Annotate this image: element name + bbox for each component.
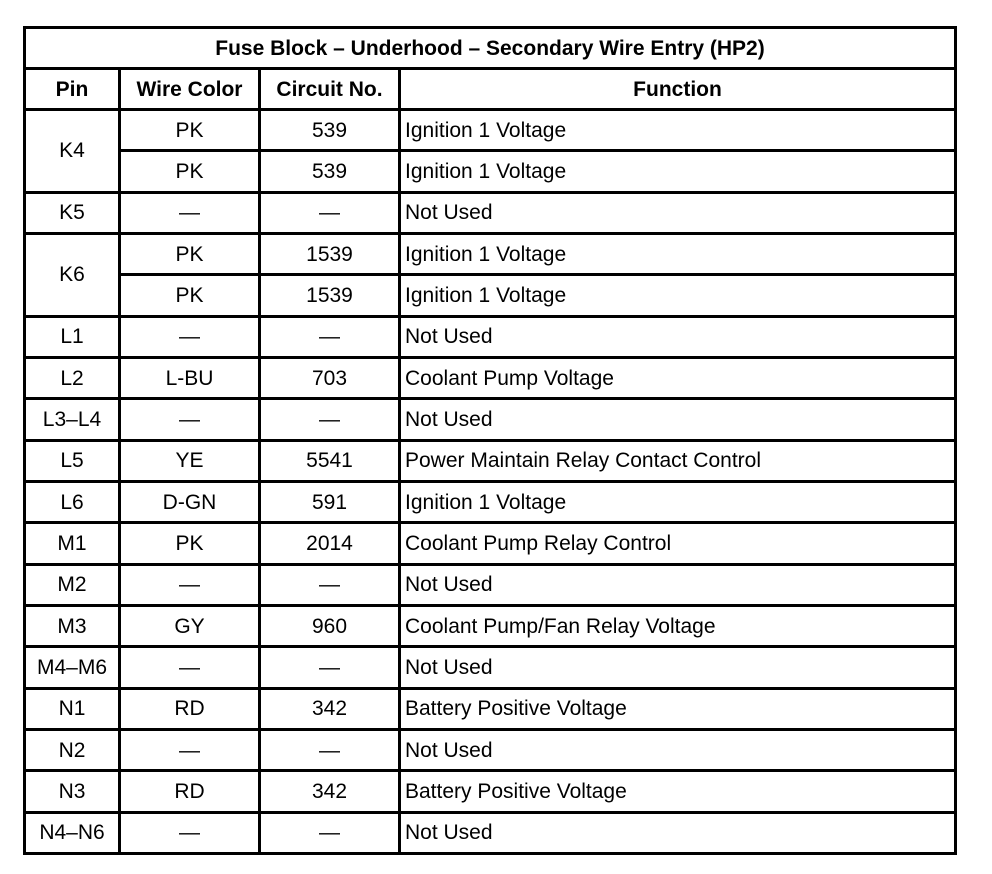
cell-wire-color: YE	[120, 440, 260, 481]
cell-circuit-no: 591	[260, 481, 400, 522]
table-row	[25, 481, 956, 522]
cell-circuit-no: —	[260, 729, 400, 770]
table-row	[25, 110, 956, 151]
cell-function: Ignition 1 Voltage	[400, 233, 956, 274]
cell-wire-color: —	[120, 316, 260, 357]
cell-function: Not Used	[400, 316, 956, 357]
fuse-block-table	[23, 26, 957, 855]
cell-wire-color: D-GN	[120, 481, 260, 522]
cell-wire-color: L-BU	[120, 357, 260, 398]
table-title-row	[25, 28, 956, 69]
cell-wire-color: RD	[120, 688, 260, 729]
cell-function: Not Used	[400, 729, 956, 770]
table-row	[25, 812, 956, 853]
cell-circuit-no: 539	[260, 110, 400, 151]
cell-pin: M3	[25, 605, 120, 646]
cell-circuit-no: —	[260, 812, 400, 853]
table-row	[25, 688, 956, 729]
cell-circuit-no: —	[260, 316, 400, 357]
cell-function: Battery Positive Voltage	[400, 688, 956, 729]
cell-wire-color: PK	[120, 233, 260, 274]
cell-wire-color: —	[120, 399, 260, 440]
cell-pin: K5	[25, 192, 120, 233]
cell-function: Not Used	[400, 647, 956, 688]
table-header-row	[25, 69, 956, 110]
header-pin: Pin	[25, 69, 120, 110]
table-row	[25, 399, 956, 440]
table-row	[25, 233, 956, 274]
cell-circuit-no: 1539	[260, 275, 400, 316]
cell-pin: L6	[25, 481, 120, 522]
cell-function: Coolant Pump Voltage	[400, 357, 956, 398]
table-row	[25, 275, 956, 316]
table-row	[25, 605, 956, 646]
cell-pin: K6	[25, 233, 120, 316]
cell-function: Not Used	[400, 399, 956, 440]
table-row	[25, 440, 956, 481]
cell-wire-color: —	[120, 192, 260, 233]
cell-function: Not Used	[400, 812, 956, 853]
cell-wire-color: —	[120, 812, 260, 853]
header-wire-color: Wire Color	[120, 69, 260, 110]
cell-pin: M4–M6	[25, 647, 120, 688]
cell-function: Power Maintain Relay Contact Control	[400, 440, 956, 481]
cell-circuit-no: 703	[260, 357, 400, 398]
cell-circuit-no: 5541	[260, 440, 400, 481]
cell-circuit-no: —	[260, 192, 400, 233]
cell-circuit-no: 960	[260, 605, 400, 646]
table-row	[25, 357, 956, 398]
cell-pin: L2	[25, 357, 120, 398]
cell-function: Coolant Pump Relay Control	[400, 523, 956, 564]
cell-pin: K4	[25, 110, 120, 193]
cell-function: Ignition 1 Voltage	[400, 275, 956, 316]
table-row	[25, 523, 956, 564]
cell-pin: L5	[25, 440, 120, 481]
cell-pin: N3	[25, 771, 120, 812]
cell-wire-color: —	[120, 564, 260, 605]
cell-wire-color: PK	[120, 275, 260, 316]
cell-function: Coolant Pump/Fan Relay Voltage	[400, 605, 956, 646]
cell-wire-color: GY	[120, 605, 260, 646]
cell-pin: N2	[25, 729, 120, 770]
table-row	[25, 647, 956, 688]
cell-pin: N1	[25, 688, 120, 729]
cell-wire-color: PK	[120, 151, 260, 192]
cell-pin: M1	[25, 523, 120, 564]
table-row	[25, 316, 956, 357]
header-function: Function	[400, 69, 956, 110]
cell-function: Ignition 1 Voltage	[400, 481, 956, 522]
cell-pin: L1	[25, 316, 120, 357]
cell-function: Not Used	[400, 564, 956, 605]
cell-wire-color: —	[120, 647, 260, 688]
cell-wire-color: PK	[120, 110, 260, 151]
table-row	[25, 729, 956, 770]
table-row	[25, 771, 956, 812]
cell-function: Ignition 1 Voltage	[400, 110, 956, 151]
cell-wire-color: PK	[120, 523, 260, 564]
cell-circuit-no: 342	[260, 688, 400, 729]
table-title: Fuse Block – Underhood – Secondary Wire Entry (HP2)	[25, 28, 956, 69]
cell-wire-color: RD	[120, 771, 260, 812]
cell-circuit-no: 1539	[260, 233, 400, 274]
table-row	[25, 564, 956, 605]
cell-function: Ignition 1 Voltage	[400, 151, 956, 192]
cell-wire-color: —	[120, 729, 260, 770]
cell-circuit-no: 2014	[260, 523, 400, 564]
cell-circuit-no: —	[260, 564, 400, 605]
cell-circuit-no: 539	[260, 151, 400, 192]
header-circuit-no: Circuit No.	[260, 69, 400, 110]
cell-pin: M2	[25, 564, 120, 605]
cell-circuit-no: 342	[260, 771, 400, 812]
table-row	[25, 192, 956, 233]
cell-pin: L3–L4	[25, 399, 120, 440]
table-body	[25, 110, 956, 854]
cell-circuit-no: —	[260, 647, 400, 688]
cell-function: Battery Positive Voltage	[400, 771, 956, 812]
cell-pin: N4–N6	[25, 812, 120, 853]
cell-function: Not Used	[400, 192, 956, 233]
table-row	[25, 151, 956, 192]
cell-circuit-no: —	[260, 399, 400, 440]
